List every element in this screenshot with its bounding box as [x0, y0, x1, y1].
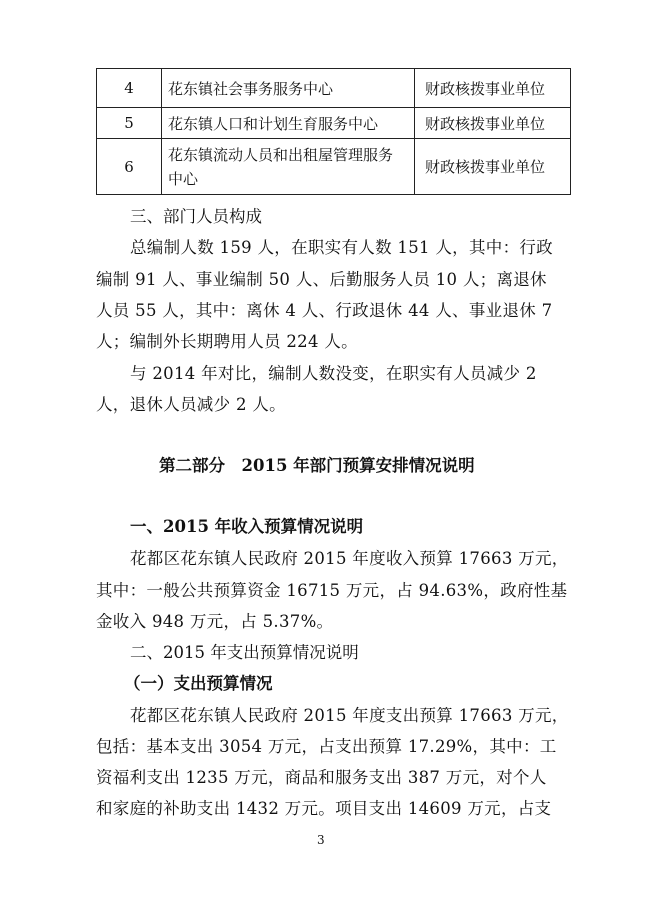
unit-name-line1: 花东镇流动人员和出租屋管理服务	[168, 145, 394, 164]
section3-heading: 三、部门人员构成	[130, 207, 262, 226]
table-row	[97, 139, 571, 195]
unit-type: 财政核拨事业单位	[415, 69, 571, 108]
row-number: 4	[97, 69, 162, 108]
unit-name: 花东镇社会事务服务中心	[162, 69, 415, 108]
text-line: 其中：一般公共预算资金 16715 万元，占 94.63%，政府性基	[96, 581, 568, 600]
unit-name-line2: 中心	[168, 169, 199, 188]
text-line: 编制 91 人、事业编制 50 人、后勤服务人员 10 人；离退休	[96, 270, 547, 289]
text-line: 金收入 948 万元，占 5.37%。	[96, 612, 334, 631]
text-line: 与 2014 年对比，编制人数没变，在职实有人员减少 2	[130, 364, 537, 383]
table-row	[97, 108, 571, 139]
unit-name: 花东镇人口和计划生育服务中心	[162, 108, 415, 139]
table-row	[97, 69, 571, 108]
text-line: 人，退休人员减少 2 人。	[96, 395, 286, 414]
text-line: 资福利支出 1235 万元，商品和服务支出 387 万元，对个人	[96, 768, 547, 787]
expenditure-subheading: （一）支出预算情况	[124, 674, 273, 693]
part2-title: 第二部分 2015 年部门预算安排情况说明	[159, 456, 475, 475]
text-line: 人；编制外长期聘用人员 224 人。	[96, 332, 358, 351]
row-number: 6	[97, 139, 162, 195]
unit-type: 财政核拨事业单位	[415, 108, 571, 139]
income-heading: 一、2015 年收入预算情况说明	[130, 517, 364, 536]
text-line: 包括：基本支出 3054 万元，占支出预算 17.29%，其中：工	[96, 737, 557, 756]
unit-type: 财政核拨事业单位	[415, 139, 571, 195]
units-table	[96, 68, 571, 195]
text-line: 总编制人数 159 人，在职实有人数 151 人，其中：行政	[130, 238, 553, 257]
text-line: 花都区花东镇人民政府 2015 年度收入预算 17663 万元，	[130, 549, 569, 568]
page-number: 3	[317, 833, 325, 847]
expenditure-heading: 二、2015 年支出预算情况说明	[130, 643, 359, 662]
text-line: 人员 55 人，其中：离休 4 人、行政退休 44 人、事业退休 7	[96, 301, 553, 320]
text-line: 花都区花东镇人民政府 2015 年度支出预算 17663 万元，	[130, 706, 569, 725]
unit-name	[162, 139, 415, 195]
row-number: 5	[97, 108, 162, 139]
text-line: 和家庭的补助支出 1432 万元。项目支出 14609 万元，占支	[96, 799, 552, 818]
